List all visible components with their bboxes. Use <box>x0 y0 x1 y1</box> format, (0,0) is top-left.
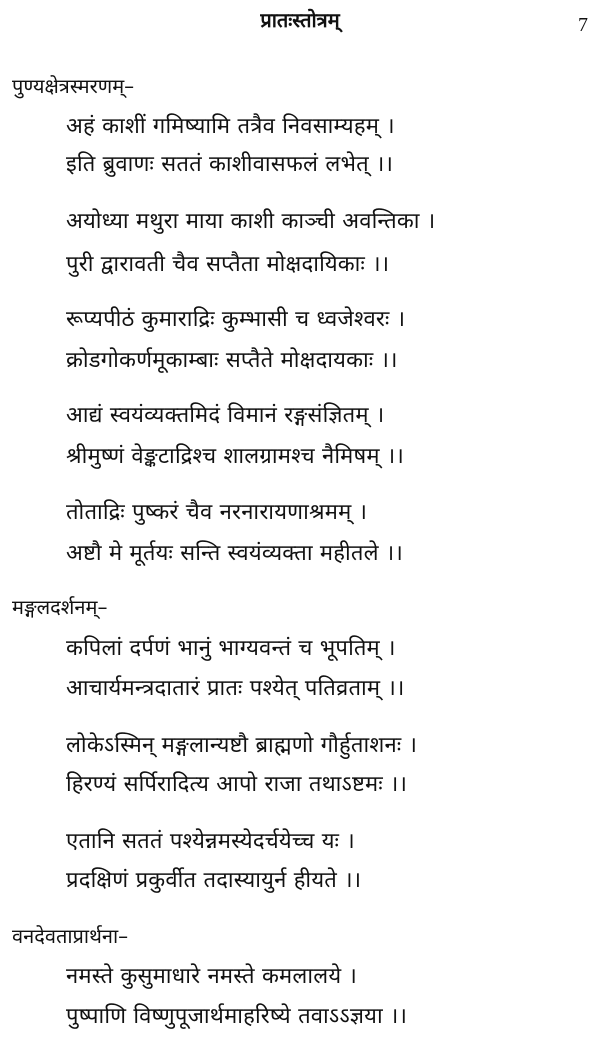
page-header <box>0 4 600 40</box>
verse-line: क्रोडगोकर्णमूकाम्बाः सप्तैते मोक्षदायकाः ।। <box>66 348 398 373</box>
verse-line: अष्टौ मे मूर्तयः सन्ति स्वयंव्यक्ता महीतले ।। <box>66 541 403 566</box>
verse-line: कपिलां दर्पणं भानुं भाग्यवन्तं च भूपतिम् । <box>66 636 396 661</box>
page-title: प्रातःस्तोत्रम् <box>260 8 340 32</box>
verse-line: अहं काशीं गमिष्यामि तत्रैव निवसाम्यहम् । <box>66 114 395 139</box>
verse-line: आचार्यमन्त्रदातारं प्रातः पश्येत् पतिव्रताम् ।। <box>66 676 405 701</box>
verse-line: आद्यं स्वयंव्यक्तमिदं विमानं रङ्गसंज्ञितम् । <box>66 403 385 428</box>
verse-line: अयोध्या मथुरा माया काशी काञ्ची अवन्तिका । <box>66 209 436 234</box>
section-heading-mangaladarshana: मङ्गलदर्शनम्– <box>12 595 108 619</box>
verse-line: एतानि सततं पश्येन्नमस्येदर्चयेच्च यः । <box>66 829 355 854</box>
section-heading-punyakshetra: पुण्यक्षेत्रस्मरणम्– <box>12 74 135 98</box>
verse-line: रूप्यपीठं कुमाराद्रिः कुम्भासी च ध्वजेश्वरः । <box>66 307 406 332</box>
verse-line: लोकेऽस्मिन् मङ्गलान्यष्टौ ब्राह्मणो गौर्हुताशनः । <box>66 733 418 758</box>
verse-line: श्रीमुष्णं वेङ्कटाद्रिश्च शालग्रामश्च नैमिषम् ।। <box>66 444 405 469</box>
page-number: 7 <box>578 14 588 36</box>
verse-line: पुष्पाणि विष्णुपूजार्थमाहरिष्ये तवाऽऽज्ञया ।। <box>66 1004 408 1029</box>
verse-line: नमस्ते कुसुमाधारे नमस्ते कमलालये । <box>66 964 358 989</box>
verse-line: पुरी द्वारावती चैव सप्तैता मोक्षदायिकाः ।। <box>66 252 390 277</box>
verse-line: तोताद्रिः पुष्करं चैव नरनारायणाश्रमम् । <box>66 500 368 525</box>
verse-line: हिरण्यं सर्पिरादित्य आपो राजा तथाऽष्टमः ।। <box>66 772 408 797</box>
verse-line: इति ब्रुवाणः सततं काशीवासफलं लभेत् ।। <box>66 152 394 177</box>
section-heading-vanadevata: वनदेवताप्रार्थना– <box>12 924 129 948</box>
verse-line: प्रदक्षिणं प्रकुर्वीत तदास्यायुर्न हीयते ।। <box>66 868 362 893</box>
